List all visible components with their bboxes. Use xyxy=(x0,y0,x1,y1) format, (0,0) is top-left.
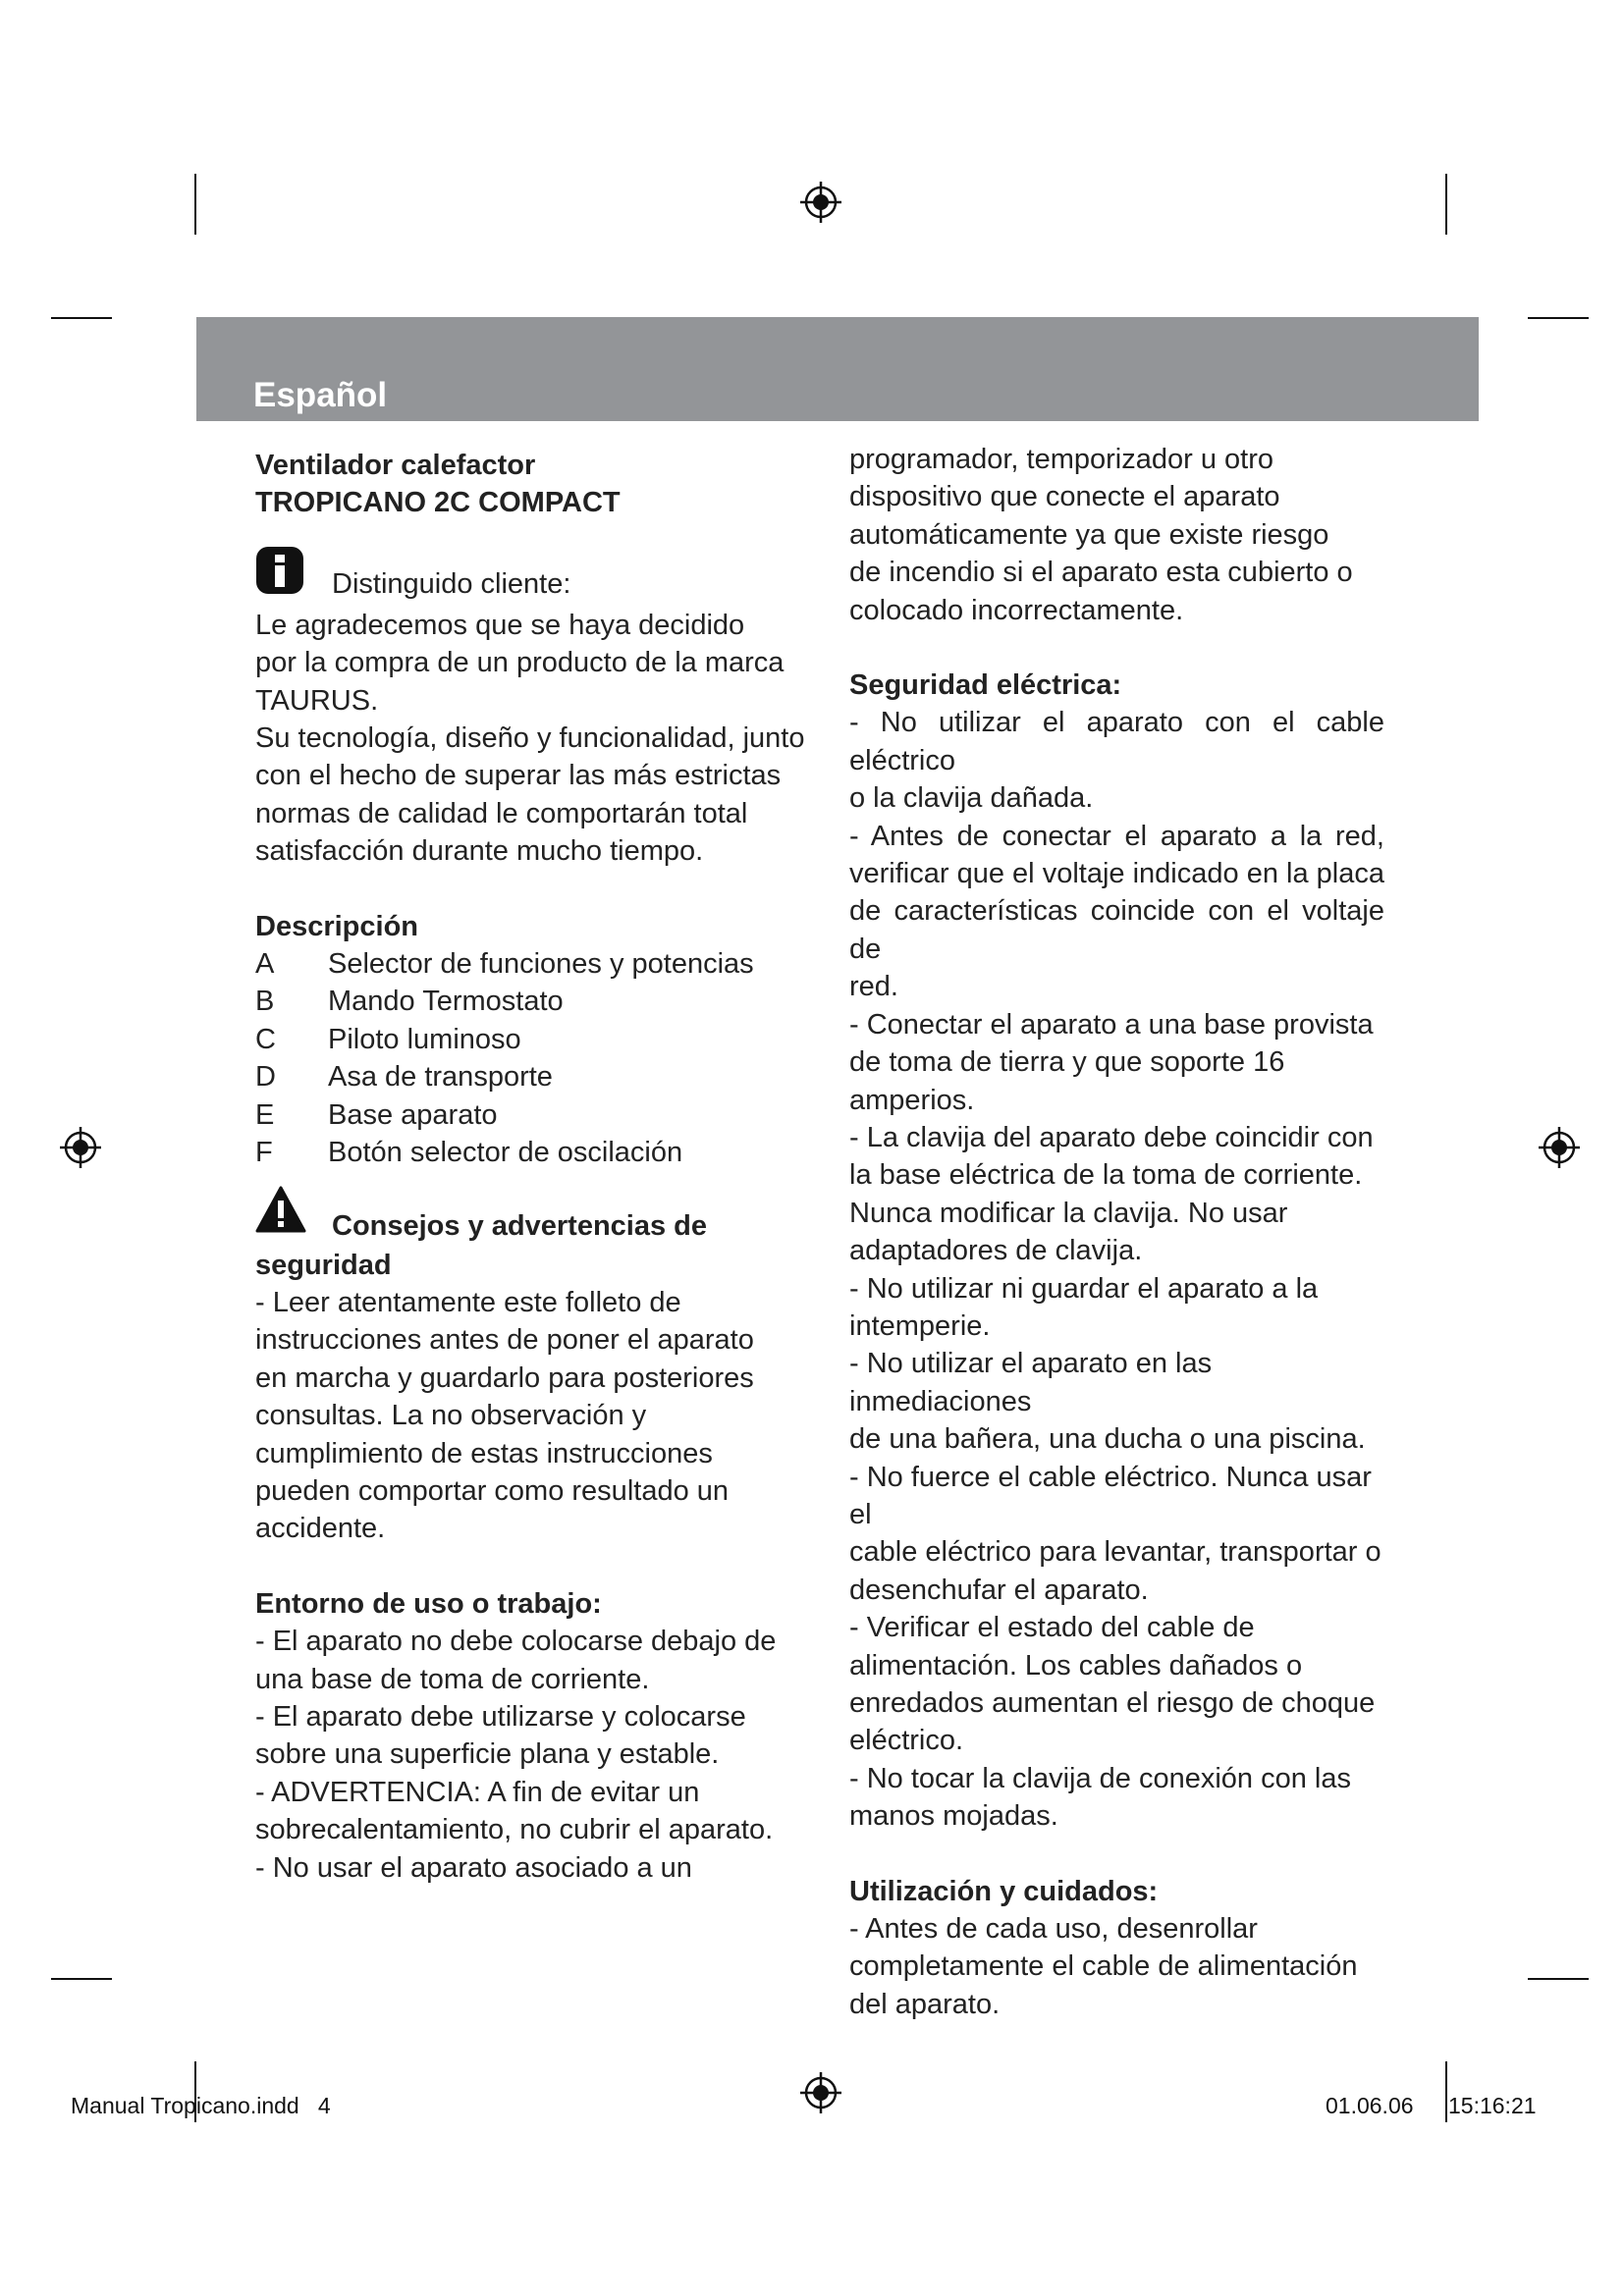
greeting-salutation: Distinguido cliente: xyxy=(332,567,571,600)
environment-line: dispositivo que conecte el aparato xyxy=(849,481,1280,513)
crop-mark-left-lower xyxy=(51,1978,112,1980)
safety-line: instrucciones antes de poner el aparato xyxy=(255,1324,754,1357)
crop-mark-top-right xyxy=(1445,174,1447,235)
electrical-line: enredados aumentan el riesgo de choque xyxy=(849,1687,1376,1719)
safety-heading-row xyxy=(255,1186,805,1247)
item-letter: A xyxy=(255,948,275,981)
safety-title-cont: seguridad xyxy=(255,1249,392,1281)
environment-line: de incendio si el aparato esta cubierto o xyxy=(849,557,1353,589)
usage-line: - Antes de cada uso, desenrollar xyxy=(849,1913,1258,1946)
electrical-line: - Verificar el estado del cable de xyxy=(849,1612,1255,1644)
left-column xyxy=(255,447,805,1887)
greeting-line: por la compra de un producto de la marca xyxy=(255,647,785,679)
description-item xyxy=(255,1096,805,1134)
usage-line: del aparato. xyxy=(849,1988,1001,2020)
description-item xyxy=(255,1058,805,1095)
registration-mark-icon xyxy=(798,2070,843,2115)
crop-mark-bottom-right xyxy=(1445,2061,1447,2122)
crop-mark-right-upper xyxy=(1528,317,1589,319)
environment-line: colocado incorrectamente. xyxy=(849,594,1184,626)
item-text: Selector de funciones y potencias xyxy=(328,948,754,981)
electrical-line: alimentación. Los cables dañados o xyxy=(849,1649,1303,1682)
safety-line: accidente. xyxy=(255,1513,386,1545)
description-item xyxy=(255,945,805,983)
electrical-line: la base eléctrica de la toma de corriente. xyxy=(849,1159,1363,1192)
safety-line: consultas. La no observación y xyxy=(255,1400,647,1432)
electrical-line: - No tocar la clavija de conexión con las xyxy=(849,1762,1351,1794)
item-letter: D xyxy=(255,1061,276,1094)
crop-mark-left-upper xyxy=(51,317,112,319)
environment-line: - ADVERTENCIA: A fin de evitar un xyxy=(255,1776,700,1808)
greeting-row xyxy=(255,546,805,607)
electrical-line: - No fuerce el cable eléctrico. Nunca usar el xyxy=(849,1461,1372,1530)
electrical-line: eléctrico. xyxy=(849,1725,964,1757)
environment-line: sobre una superficie plana y estable. xyxy=(255,1738,720,1771)
usage-title: Utilización y cuidados: xyxy=(849,1875,1159,1907)
greeting-line: Su tecnología, diseño y funcionalidad, junto xyxy=(255,722,805,755)
environment-line: - No usar el aparato asociado a un xyxy=(255,1851,692,1884)
slug-time: 15:16:21 xyxy=(1448,2093,1537,2118)
electrical-line: Nunca modificar la clavija. No usar xyxy=(849,1197,1288,1229)
item-text: Mando Termostato xyxy=(328,986,564,1018)
electrical-title: Seguridad eléctrica: xyxy=(849,669,1122,702)
description-item xyxy=(255,1021,805,1058)
item-text: Botón selector de oscilación xyxy=(328,1137,683,1169)
crop-mark-right-lower xyxy=(1528,1978,1589,1980)
product-model: TROPICANO 2C COMPACT xyxy=(255,487,621,519)
safety-line: cumplimiento de estas instrucciones xyxy=(255,1437,713,1469)
electrical-line: amperios. xyxy=(849,1084,975,1116)
environment-line: - El aparato no debe colocarse debajo de xyxy=(255,1626,777,1658)
electrical-line: - No utilizar el aparato con el cable eléctrico xyxy=(849,707,1384,776)
description-item xyxy=(255,983,805,1020)
warning-icon xyxy=(255,1186,306,1233)
environment-line: una base de toma de corriente. xyxy=(255,1663,650,1695)
language-title: Español xyxy=(253,376,388,414)
electrical-line: - Conectar el aparato a una base provista xyxy=(849,1008,1374,1041)
electrical-line: - La clavija del aparato debe coincidir con xyxy=(849,1121,1374,1153)
environment-line: sobrecalentamiento, no cubrir el aparato. xyxy=(255,1814,774,1846)
safety-line: pueden comportar como resultado un xyxy=(255,1474,730,1507)
slug-filename: Manual Tropicano.indd 4 xyxy=(71,2093,331,2118)
item-letter: E xyxy=(255,1098,275,1131)
description-title: Descripción xyxy=(255,910,418,942)
electrical-line: de características coincide con el voltaje de xyxy=(849,895,1384,965)
electrical-line: de una bañera, una ducha o una piscina. xyxy=(849,1423,1366,1456)
item-letter: B xyxy=(255,986,275,1018)
electrical-line: intemperie. xyxy=(849,1309,991,1342)
electrical-line: manos mojadas. xyxy=(849,1800,1058,1833)
electrical-line: red. xyxy=(849,971,898,1003)
environment-line: - El aparato debe utilizarse y colocarse xyxy=(255,1700,746,1733)
electrical-line: - No utilizar ni guardar el aparato a la xyxy=(849,1272,1319,1305)
electrical-line: adaptadores de clavija. xyxy=(849,1235,1143,1267)
slug-date: 01.06.06 xyxy=(1326,2093,1414,2118)
safety-title: Consejos y advertencias de xyxy=(332,1209,707,1242)
greeting-line: satisfacción durante mucho tiempo. xyxy=(255,835,704,868)
environment-line: automáticamente ya que existe riesgo xyxy=(849,518,1329,551)
registration-mark-icon xyxy=(58,1125,103,1170)
safety-line: en marcha y guardarlo para posteriores xyxy=(255,1362,754,1394)
registration-mark-icon xyxy=(798,180,843,225)
safety-line: - Leer atentamente este folleto de xyxy=(255,1286,681,1318)
item-text: Piloto luminoso xyxy=(328,1023,521,1055)
electrical-line: - No utilizar el aparato en las inmediaciones xyxy=(849,1348,1213,1417)
greeting-line: TAURUS. xyxy=(255,684,379,717)
item-text: Asa de transporte xyxy=(328,1061,553,1094)
greeting-line: Le agradecemos que se haya decidido xyxy=(255,609,745,641)
electrical-line: o la clavija dañada. xyxy=(849,782,1094,815)
electrical-line: de toma de tierra y que soporte 16 xyxy=(849,1046,1285,1079)
right-column xyxy=(849,441,1384,2023)
info-icon xyxy=(255,546,304,595)
registration-mark-icon xyxy=(1537,1125,1582,1170)
greeting-line: con el hecho de superar las más estrictas xyxy=(255,760,782,792)
item-letter: C xyxy=(255,1023,276,1055)
environment-line: programador, temporizador u otro xyxy=(849,444,1273,475)
electrical-line: desenchufar el aparato. xyxy=(849,1574,1149,1606)
electrical-line: verificar que el voltaje indicado en la placa xyxy=(849,858,1384,890)
item-letter: F xyxy=(255,1137,273,1169)
crop-mark-top-left xyxy=(194,174,196,235)
item-text: Base aparato xyxy=(328,1098,498,1131)
greeting-line: normas de calidad le comportarán total xyxy=(255,797,748,829)
language-banner xyxy=(196,317,1479,421)
usage-line: completamente el cable de alimentación xyxy=(849,1950,1358,1983)
electrical-line: cable eléctrico para levantar, transportar o xyxy=(849,1536,1381,1569)
environment-title: Entorno de uso o trabajo: xyxy=(255,1587,602,1620)
electrical-line: - Antes de conectar el aparato a la red, xyxy=(849,820,1384,852)
product-name: Ventilador calefactor xyxy=(255,450,536,481)
description-item xyxy=(255,1134,805,1171)
